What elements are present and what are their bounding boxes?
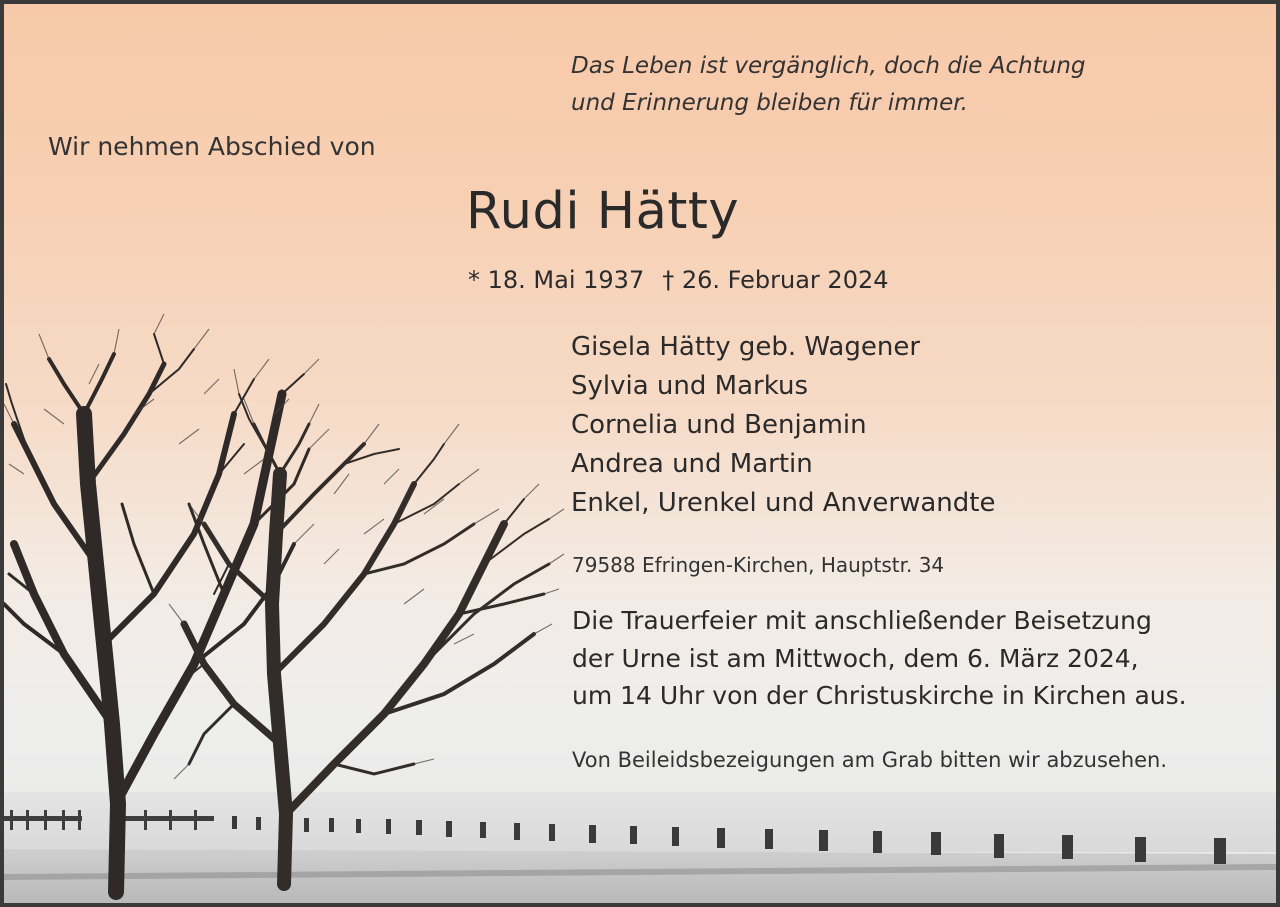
ceremony-line: der Urne ist am Mittwoch, dem 6. März 2024, xyxy=(572,643,1139,673)
ceremony-line: um 14 Uhr von der Christuskirche in Kirchen aus. xyxy=(572,681,1187,710)
mourners-list xyxy=(571,328,995,523)
mourner-line: Cornelia und Benjamin xyxy=(571,410,867,440)
quote-line-1: Das Leben ist vergänglich, doch die Achtung xyxy=(571,53,1086,79)
ceremony-line: Die Trauerfeier mit anschließender Beisetzung xyxy=(572,606,1152,635)
mourner-line: Sylvia und Markus xyxy=(571,371,808,401)
life-dates xyxy=(468,266,907,294)
death-date: † 26. Februar 2024 xyxy=(662,266,889,294)
address: 79588 Efringen-Kirchen, Hauptstr. 34 xyxy=(572,553,945,577)
quote-line-2: und Erinnerung bleiben für immer. xyxy=(571,90,968,116)
memorial-quote xyxy=(571,48,1086,122)
birth-date: * 18. Mai 1937 xyxy=(468,266,645,294)
mourner-line: Gisela Hätty geb. Wagener xyxy=(571,332,921,362)
mourner-line: Andrea und Martin xyxy=(571,449,813,479)
intro-text: Wir nehmen Abschied von xyxy=(48,132,376,161)
ceremony-details xyxy=(572,602,1187,715)
mourner-line: Enkel, Urenkel und Anverwandte xyxy=(571,488,996,518)
condolence-request: Von Beileidsbezeigungen am Grab bitten wir abzusehen. xyxy=(572,748,1168,772)
deceased-name: Rudi Hätty xyxy=(466,182,739,241)
